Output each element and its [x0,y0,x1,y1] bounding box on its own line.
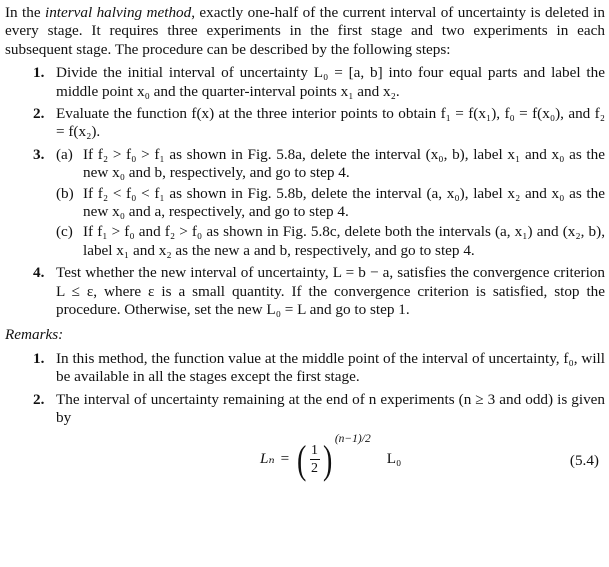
fraction [310,443,320,476]
step-2-text: Evaluate the function f(x) at the three interior points to obtain f₁ = f(x₁), f₀ = f(x₀), and f₂ = f(x₂). [56,105,605,141]
step-3b-label: (b) [56,184,74,202]
step-3b-text: If f₂ < f₀ < f₁ as shown in Fig. 5.8b, delete the interval (a, x₀), label x₂ and x₀ as the new x₀ and a, respectively, and go to step 4. [83,184,605,221]
step-3b [5,185,605,222]
step-1-text: Divide the initial interval of uncertainty L₀ = [a, b] into four equal parts and label the middle point x₀ and the quarter-interval points x₁ and x₂. [56,64,605,100]
remarks-heading: Remarks: [5,325,64,343]
remark-1 [5,350,605,387]
equation-number: (5.4) [569,451,599,469]
left-paren: ( [297,436,307,482]
fraction-numerator: 1 [311,443,319,459]
remark-2-text: The interval of uncertainty remaining at the end of n experiments (n ≥ 3 and odd) is given by [56,390,605,427]
step-1-number: 1. [33,64,45,82]
remark-1-number: 1. [33,349,45,367]
equation-equals: = [280,450,290,468]
remark-2-number: 2. [33,390,45,408]
step-3a [5,146,605,183]
step-3 [5,146,605,260]
step-2 [5,105,605,142]
remarks-list [5,350,605,428]
step-4 [5,264,605,319]
equation-lhs: Lₙ [260,450,275,468]
fraction-bar [310,459,320,460]
intro-text-2: , exactly one-half of the current interval of uncertainty is deleted in every stage. It requires three experiments in the first stage and two experiments in each subsequent stage. The procedure can be described by the following steps: [5,4,605,58]
remark-2 [5,391,605,428]
step-3c-label: (c) [56,223,73,241]
step-3-number: 3. [33,145,45,163]
fraction-denominator: 2 [311,461,319,477]
step-2-number: 2. [33,105,45,123]
procedure-steps [5,64,605,319]
intro-term: interval halving method [44,4,192,21]
step-3a-text: If f₂ > f₀ > f₁ as shown in Fig. 5.8a, delete the interval (x₀, b), label x₁ and x₀ as the new x₀ and b, respectively, and go to step 4. [83,145,605,182]
equation-5-4 [5,432,605,494]
equation-body [260,433,402,482]
intro-paragraph [5,4,605,59]
equation-exponent: (n−1)/2 [334,433,371,446]
right-paren: ) [322,436,332,482]
remark-1-text: In this method, the function value at the middle point of the interval of uncertainty, f₀, will be available in all the stages except the first stage. [56,349,605,386]
intro-text-1: In the [5,4,45,21]
equation-rhs: L₀ [386,450,402,468]
step-3c [5,223,605,260]
step-1 [5,64,605,101]
step-3a-label: (a) [56,145,73,163]
step-3c-text: If f₁ > f₀ and f₂ > f₀ as shown in Fig. 5.8c, delete both the intervals (a, x₁) and (x₂, b), label x₁ and x₂ as the new a and b, respectively, and go to step 4. [83,223,605,259]
step-4-number: 4. [33,264,45,282]
step-4-text: Test whether the new interval of uncertainty, L = b − a, satisfies the convergence criterion L ≤ ε, where ε is a small quantity. If the convergence criterion is satisfied, stop the procedure. Otherwise, set the new L₀ = L and go to step 1. [56,264,605,319]
